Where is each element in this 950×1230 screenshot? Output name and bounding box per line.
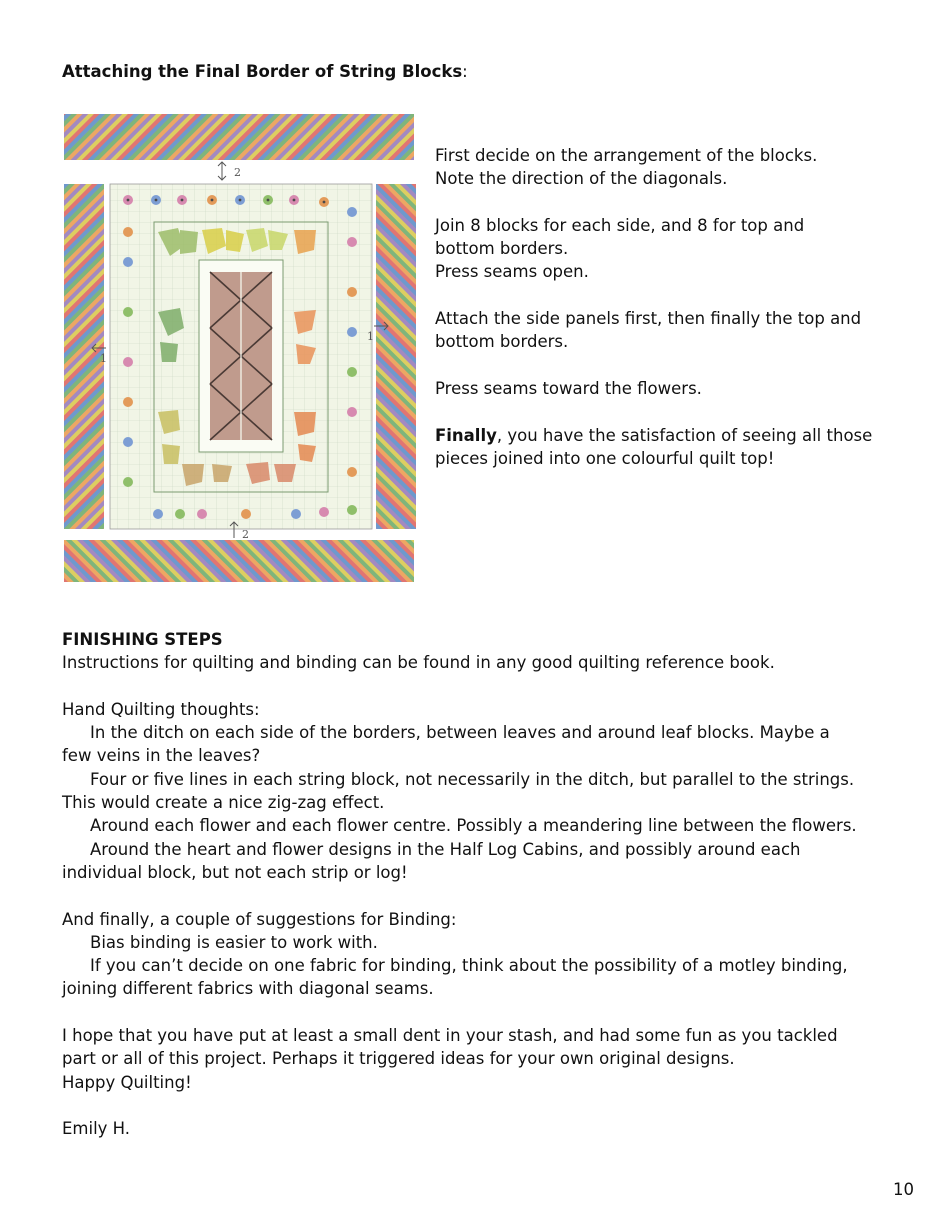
hand-quilting-tip-2: Four or five lines in each string block, not necessarily in the ditch, but parallel to the strings. This would create a nice zig-zag effect.: [62, 769, 855, 813]
finishing-steps-section: [62, 628, 902, 1141]
binding-title: And finally, a couple of suggestions for Binding:: [62, 909, 457, 929]
signature: Emily H.: [62, 1119, 131, 1139]
hand-quilting-tip-3: Around each flower and each flower centre. Possibly a meandering line between the flowers.: [90, 816, 857, 836]
instruction-finally: Finally, you have the satisfaction of seeing all those pieces joined into one colourful quilt top!: [435, 425, 873, 468]
hand-quilting-tip-4: Around the heart and flower designs in the Half Log Cabins, and possibly around each individual block, but not each strip or log!: [62, 839, 801, 882]
hand-quilting-tip-1: In the ditch on each side of the borders, between leaves and around leaf blocks. Maybe a few veins in the leaves?: [62, 723, 830, 766]
annotation-top: 2: [234, 166, 241, 179]
half-log-cabin-column: [210, 272, 272, 440]
finishing-title: FINISHING STEPS: [62, 630, 223, 649]
instruction-attach: Attach the side panels first, then finally the top and bottom borders.: [435, 309, 862, 352]
annotation-right: 1: [367, 330, 374, 343]
instruction-arrangement: First decide on the arrangement of the blocks. Note the direction of the diagonals.: [435, 146, 818, 189]
hand-quilting-title: Hand Quilting thoughts:: [62, 699, 260, 719]
finishing-intro: Instructions for quilting and binding can be found in any good quilting reference book.: [62, 653, 775, 673]
annotation-left: 1: [100, 352, 107, 365]
instruction-join: Join 8 blocks for each side, and 8 for top and bottom borders. Press seams open.: [435, 215, 805, 282]
right-string-border: [376, 184, 416, 529]
left-string-border: [64, 184, 104, 529]
page-number: 10: [893, 1180, 914, 1199]
annotation-bottom: 2: [242, 528, 249, 541]
binding-tip-1: Bias binding is easier to work with.: [90, 932, 378, 952]
quilt-layout-illustration: [62, 112, 418, 584]
instruction-press: Press seams toward the flowers.: [435, 378, 702, 398]
bottom-string-border: [64, 540, 414, 582]
section-heading: Attaching the Final Border of String Blocks:: [62, 62, 468, 81]
border-instructions: [435, 144, 905, 493]
top-string-border: [64, 114, 414, 160]
closing-paragraph: I hope that you have put at least a small dent in your stash, and had some fun as you tackled part or all of this project. Perhaps it triggered ideas for your own original designs. Happy Quilting!: [62, 1026, 838, 1092]
binding-tip-2: If you can’t decide on one fabric for binding, think about the possibility of a motley binding, joining different fabrics with diagonal seams.: [62, 956, 848, 999]
